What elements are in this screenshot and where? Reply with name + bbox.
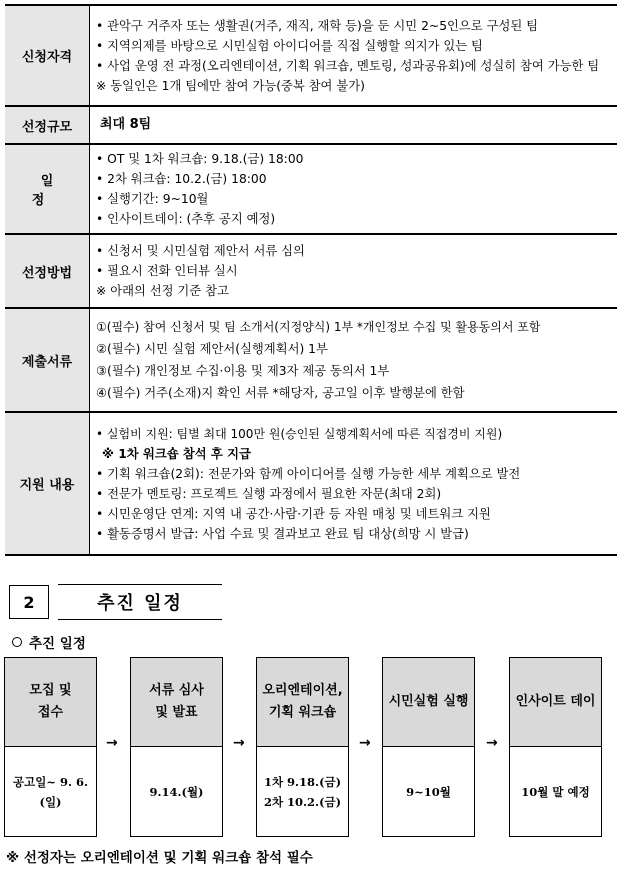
circle-bullet-icon xyxy=(12,637,22,647)
row-label: 선정규모 xyxy=(5,106,90,144)
section-number: 2 xyxy=(9,585,49,619)
list-item: • OT 및 1차 워크숍: 9.18.(금) 18:00 xyxy=(96,149,611,169)
row-eligibility xyxy=(5,5,617,106)
recruitment-info-table xyxy=(5,4,617,556)
row-content xyxy=(90,106,618,144)
row-method xyxy=(5,234,617,308)
arrow-icon: → xyxy=(486,735,498,751)
list-item: ③(필수) 개인정보 수집·이용 및 제3자 제공 동의서 1부 xyxy=(96,364,390,378)
arrow-icon: → xyxy=(359,735,371,751)
list-item: • 지역의제를 바탕으로 시민실험 아이디어를 직접 실행할 의지가 있는 팀 xyxy=(96,36,611,56)
step-date: 10월 말 예정 xyxy=(521,784,590,799)
subheading xyxy=(12,632,86,652)
step-date: 1차 9.18.(금) 2차 10.2.(금) xyxy=(263,774,342,809)
step-date: 9~10월 xyxy=(406,784,451,799)
step-date: 공고일~ 9. 6.(일) xyxy=(13,774,88,809)
step-title: 시민실험 실행 xyxy=(383,658,474,747)
step-title: 서류 심사 및 발표 xyxy=(131,658,222,747)
scale-value: 최대 8팀 xyxy=(100,117,152,132)
step-title: 오리엔테이션, 기획 워크숍 xyxy=(257,658,348,747)
footnote: ※ 선정자는 오리엔테이션 및 기획 워크숍 참석 필수 xyxy=(6,850,313,866)
row-support xyxy=(5,412,617,555)
list-item: • 실험비 지원: 팀별 최대 100만 원(승인된 실행계획서에 따른 직접경비 지원) xyxy=(96,424,611,444)
arrow-icon: → xyxy=(106,735,118,751)
step-review xyxy=(130,657,223,837)
note-text: ※ 1차 워크숍 참석 후 지급 xyxy=(102,446,251,461)
list-item: • 신청서 및 시민실험 제안서 서류 심의 xyxy=(96,241,611,261)
list-item: • 관악구 거주자 또는 생활권(거주, 재직, 재학 등)을 둔 시민 2~5인으로 구성된 팀 xyxy=(96,16,611,36)
row-label xyxy=(5,144,90,234)
list-item: • 필요시 전화 인터뷰 실시 xyxy=(96,261,611,281)
list-item: ②(필수) 시민 실험 제안서(실행계획서) 1부 xyxy=(96,342,328,356)
list-item: • 사업 운영 전 과정(오리엔테이션, 기획 워크숍, 멘토링, 성과공유회)에 성실히 참여 가능한 팀 xyxy=(96,56,611,76)
note-text: ※ 아래의 선정 기준 참고 xyxy=(96,284,229,298)
list-item: • 인사이트데이: (추후 공지 예정) xyxy=(96,209,611,229)
subheading-text: 추진 일정 xyxy=(29,636,86,652)
row-label-text: 일 정 xyxy=(31,174,72,208)
row-content xyxy=(90,234,618,308)
row-documents xyxy=(5,308,617,412)
step-date: 9.14.(월) xyxy=(149,784,204,799)
row-label: 신청자격 xyxy=(5,5,90,106)
row-schedule xyxy=(5,144,617,234)
list-item: • 실행기간: 9~10월 xyxy=(96,189,611,209)
step-insight-day xyxy=(509,657,602,837)
list-item: • 기획 워크숍(2회): 전문가와 함께 아이디어를 실행 가능한 세부 계획으로 발전 xyxy=(96,464,611,484)
row-content xyxy=(90,144,618,234)
step-title: 인사이트 데이 xyxy=(510,658,601,747)
list-item: • 활동증명서 발급: 사업 수료 및 결과보고 완료 팀 대상(희망 시 발급) xyxy=(96,524,611,544)
section-title: 추진 일정 xyxy=(58,584,222,620)
row-content xyxy=(90,5,618,106)
step-execution xyxy=(382,657,475,837)
row-label: 제출서류 xyxy=(5,308,90,412)
step-orientation xyxy=(256,657,349,837)
note-text: ※ 동일인은 1개 팀에만 참여 가능(중복 참여 불가) xyxy=(96,78,365,93)
list-item: • 2차 워크숍: 10.2.(금) 18:00 xyxy=(96,169,611,189)
row-content xyxy=(90,412,618,555)
step-title: 모집 및 접수 xyxy=(5,658,96,747)
arrow-icon: → xyxy=(233,735,245,751)
list-item: • 전문가 멘토링: 프로젝트 실행 과정에서 필요한 자문(최대 2회) xyxy=(96,484,611,504)
list-item: ④(필수) 거주(소재)지 확인 서류 *해당자, 공고일 이후 발행분에 한함 xyxy=(96,386,465,400)
row-label: 선정방법 xyxy=(5,234,90,308)
row-label: 지원 내용 xyxy=(5,412,90,555)
row-content xyxy=(90,308,618,412)
row-scale xyxy=(5,106,617,144)
list-item: • 시민운영단 연계: 지역 내 공간·사람·기관 등 자원 매칭 및 네트워크 지원 xyxy=(96,504,611,524)
list-item: ①(필수) 참여 신청서 및 팀 소개서(지정양식) 1부 *개인정보 수집 및 활용동의서 포함 xyxy=(96,320,541,334)
step-recruit xyxy=(4,657,97,837)
